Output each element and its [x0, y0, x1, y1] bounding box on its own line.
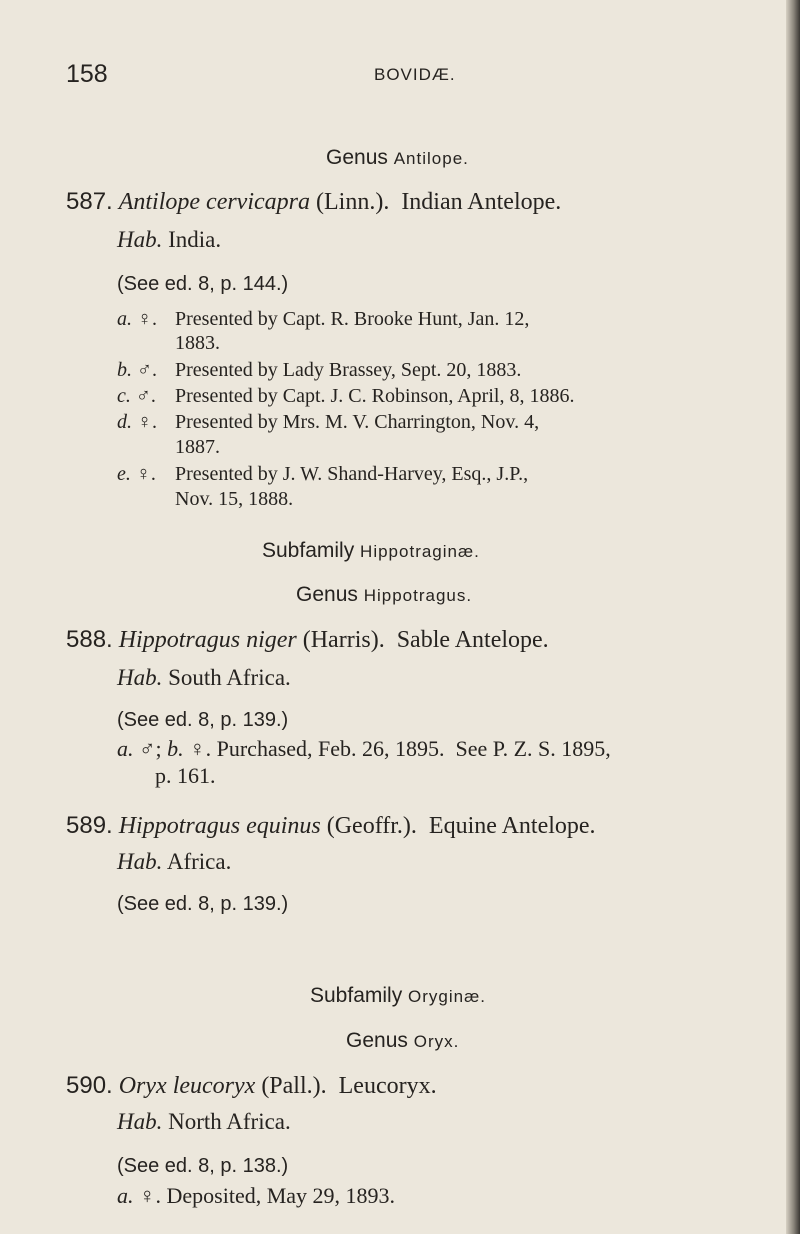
entry-588-see-reference: (See ed. 8, p. 139.)	[117, 709, 289, 731]
page-number: 158	[66, 60, 108, 88]
specimen-587-d-line2: 1887.	[175, 436, 220, 458]
entry-588-habitat: Hab. South Africa.	[117, 665, 291, 690]
entry-589-title: 589. Hippotragus equinus (Geoffr.). Equine Antelope.	[66, 812, 596, 839]
running-title: BOVIDÆ.	[374, 65, 456, 84]
entry-590-specimen-a: a. ♀. Deposited, May 29, 1893.	[117, 1183, 396, 1208]
specimen-587-a-line2: 1883.	[175, 332, 220, 354]
entry-588-specimens: a. ♂; b. ♀. Purchased, Feb. 26, 1895. See P. Z. S. 1895,	[117, 736, 611, 761]
entry-590-habitat: Hab. North Africa.	[117, 1109, 291, 1134]
specimen-587-a: a. ♀.	[117, 308, 157, 330]
specimen-587-b-line1: Presented by Lady Brassey, Sept. 20, 1883.	[175, 359, 522, 381]
entry-589-see-reference: (See ed. 8, p. 139.)	[117, 893, 289, 915]
specimen-587-c: c. ♂.	[117, 385, 156, 407]
subfamily-oryginae-heading: Subfamily Oryginæ.	[310, 984, 486, 1007]
specimen-587-e: e. ♀.	[117, 463, 156, 485]
specimen-587-b: b. ♂.	[117, 359, 157, 381]
entry-590-see-reference: (See ed. 8, p. 138.)	[117, 1155, 289, 1177]
entry-587-title: 587. Antilope cervicapra (Linn.). Indian Antelope.	[66, 188, 562, 215]
page-binding-edge	[786, 0, 800, 1234]
specimen-587-d: d. ♀.	[117, 411, 157, 433]
entry-589-habitat: Hab. Africa.	[117, 849, 232, 874]
entry-587-see-reference: (See ed. 8, p. 144.)	[117, 273, 289, 295]
genus-hippotragus-heading: Genus Hippotragus.	[296, 583, 473, 606]
specimen-587-e-line1: Presented by J. W. Shand-Harvey, Esq., J.P.,	[175, 463, 529, 485]
specimen-587-e-line2: Nov. 15, 1888.	[175, 488, 294, 510]
entry-588-specimens-line2: p. 161.	[155, 763, 216, 788]
entry-590-title: 590. Oryx leucoryx (Pall.). Leucoryx.	[66, 1072, 437, 1099]
specimen-587-c-line1: Presented by Capt. J. C. Robinson, April, 8, 1886.	[175, 385, 575, 407]
specimen-587-d-line1: Presented by Mrs. M. V. Charrington, Nov. 4,	[175, 411, 540, 433]
genus-oryx-heading: Genus Oryx.	[346, 1029, 460, 1052]
genus-antilope-heading: Genus Antilope.	[326, 146, 469, 169]
entry-587-habitat: Hab. India.	[117, 227, 222, 252]
entry-588-title: 588. Hippotragus niger (Harris). Sable Antelope.	[66, 626, 549, 653]
subfamily-hippotraginae-heading: Subfamily Hippotraginæ.	[262, 539, 480, 562]
specimen-587-a-line1: Presented by Capt. R. Brooke Hunt, Jan. 12,	[175, 308, 530, 330]
